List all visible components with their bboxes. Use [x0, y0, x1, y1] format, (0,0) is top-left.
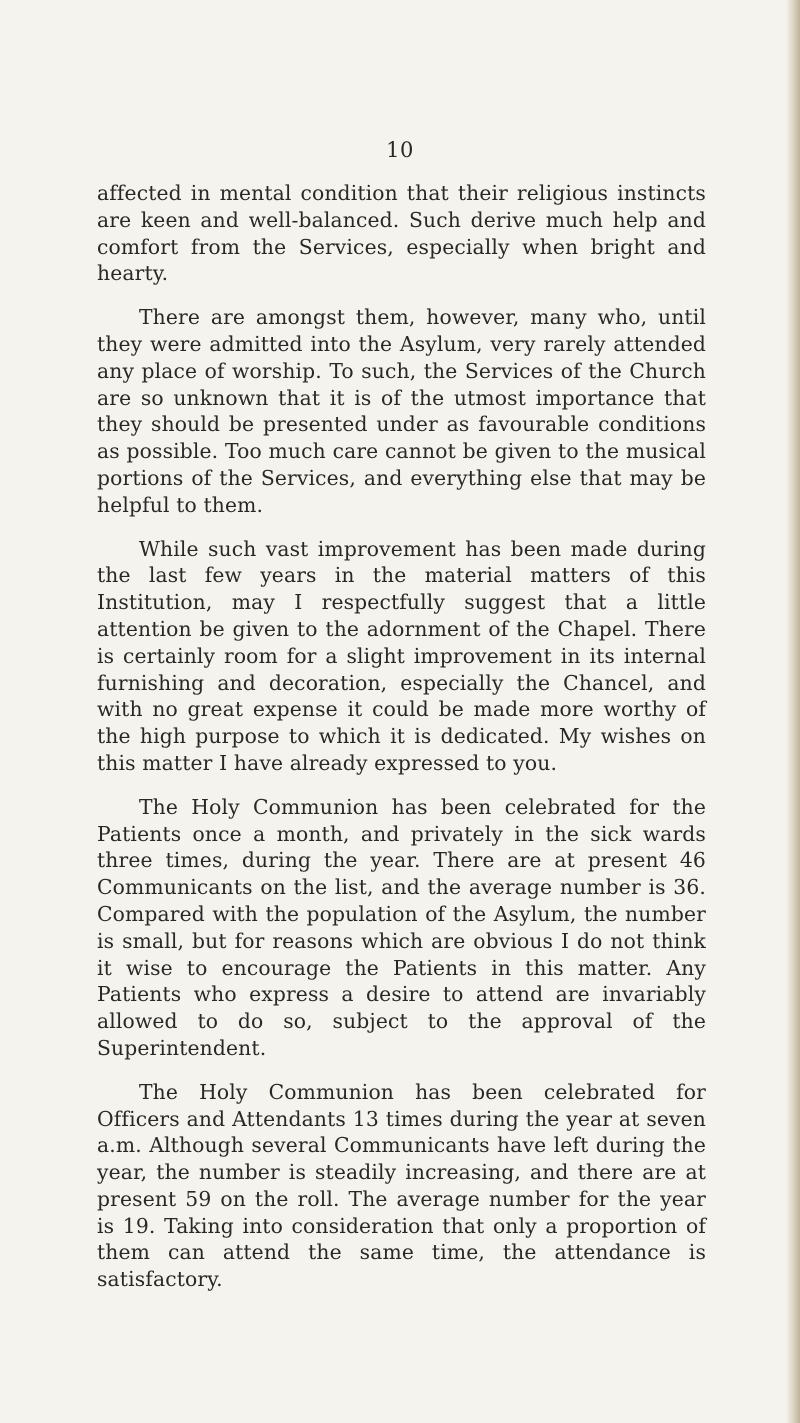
page-number: 10	[386, 138, 414, 162]
paragraph-1: affected in mental condition that their religious instincts are keen and well-balanced. Such derive much help and comfort from the Services, especially when bright and hearty.	[97, 181, 706, 286]
body-text	[97, 180, 706, 1310]
paragraph-5: The Holy Communion has been celebrated for Officers and Attendants 13 times during the year at seven a.m. Although several Communicants have left during the year, the number is steadily increasing, and there are at present 59 on the roll. The average number for the year is 19. Taking into consideration that only a proportion of them can attend the same time, the attendance is satisfactory.	[97, 1079, 706, 1292]
paragraph-4: The Holy Communion has been celebrated for the Patients once a month, and privately in the sick wards three times, during the year. There are at present 46 Communicants on the list, and the average number is 36. Compared with the population of the Asylum, the number is small, but for reasons which are obvious I do not think it wise to encourage the Patients in this matter. Any Patients who express a desire to attend are invariably allowed to do so, subject to the approval of the Superintendent.	[97, 794, 706, 1060]
page-edge-shadow	[786, 0, 800, 1423]
paragraph-3: While such vast improvement has been made during the last few years in the material matters of this Institution, may I respectfully suggest that a little attention be given to the adornment of the Chapel. There is certainly room for a slight improvement in its internal furnishing and decoration, especially the Chancel, and with no great expense it could be made more worthy of the high purpose to which it is dedicated. My wishes on this matter I have already expressed to you.	[97, 536, 706, 775]
paragraph-2: There are amongst them, however, many who, until they were admitted into the Asylum, very rarely attended any place of worship. To such, the Services of the Church are so unknown that it is of the utmost importance that they should be presented under as favourable conditions as possible. Too much care cannot be given to the musical portions of the Services, and everything else that may be helpful to them.	[97, 305, 706, 517]
